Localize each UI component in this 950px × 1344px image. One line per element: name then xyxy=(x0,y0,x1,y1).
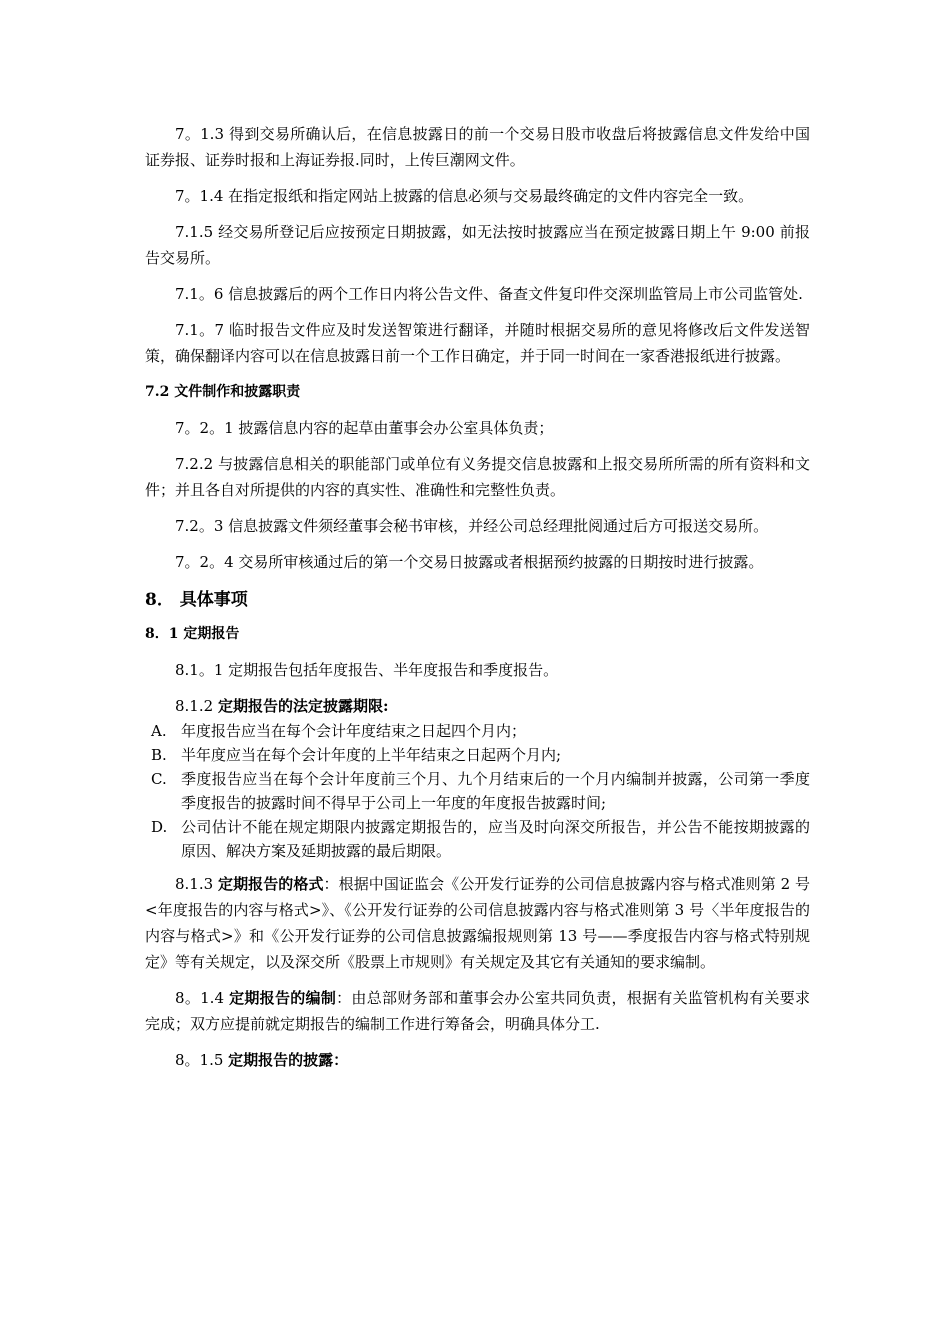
list-item-text: 年度报告应当在每个会计年度结束之日起四个月内； xyxy=(181,722,527,740)
paragraph-7-2-2: 7.2.2 与披露信息相关的职能部门或单位有义务提交信息披露和上报交易所所需的所有资料和文件；并且各自对所提供的内容的真实性、准确性和完整性负责。 xyxy=(145,455,810,499)
list-item xyxy=(145,743,810,767)
clause-number: 8。1.5 xyxy=(175,1051,229,1069)
clause-title: 定期报告的披露： xyxy=(228,1051,349,1069)
list-item-text: 公司估计不能在规定期限内披露定期报告的，应当及时向深交所报告，并公告不能按期披露的原因、解决方案及延期披露的最后期限。 xyxy=(181,818,810,860)
paragraph-7-1-7: 7.1。7 临时报告文件应及时发送智策进行翻译，并随时根据交易所的意见将修改后文件发送智策，确保翻译内容可以在信息披露日前一个工作日确定，并于同一时间在一家香港报纸进行披露。 xyxy=(145,321,810,365)
clause-number: 8.1.2 xyxy=(175,697,218,715)
list-marker: C. xyxy=(151,770,167,788)
paragraph-8-1-4 xyxy=(145,985,810,1037)
list-marker: A. xyxy=(151,722,167,740)
list-item-text: 季度报告应当在每个会计年度前三个月、九个月结束后的一个月内编制并披露，公司第一季度季度报告的披露时间不得早于公司上一年度的年度报告披露时间; xyxy=(181,770,810,812)
paragraph-8-1-3 xyxy=(145,871,810,975)
list-marker: D. xyxy=(151,818,168,836)
clause-title: 定期报告的编制 xyxy=(229,989,337,1007)
clause-number: 8.1.3 xyxy=(175,875,219,893)
list-item-text: 半年度应当在每个会计年度的上半年结束之日起两个月内; xyxy=(181,746,562,764)
clause-text: ：根据中国证监会《公开发行证券的公司信息披露内容与格式准则第 2 号<年度报告的内容与格式>》、《公开发行证券的公司信息披露内容与格式准则第 3 号〈半年度报告的内容与格式>》和《公开发行证券的公司信息披露编报规则第 13 号——季度报告内容与格式特别规定》等有关规定，以及深交所《股票上市规则》有关规定及其它有关通知的要求编制。 xyxy=(145,875,810,971)
paragraph-8-1-5 xyxy=(145,1047,810,1073)
deadline-list xyxy=(145,719,810,863)
list-item xyxy=(145,815,810,863)
clause-title: 定期报告的法定披露期限: xyxy=(217,697,389,715)
paragraph-7-1-5: 7.1.5 经交易所登记后应按预定日期披露，如无法按时披露应当在预定披露日期上午 9:00 前报告交易所。 xyxy=(145,223,810,267)
paragraph-7-2-1: 7。2。1 披露信息内容的起草由董事会办公室具体负责； xyxy=(175,419,554,437)
section-heading-8: 8． 具体事项 xyxy=(145,590,248,610)
section-heading-8-1: 8．1 定期报告 xyxy=(145,626,240,642)
list-marker: B. xyxy=(151,746,167,764)
clause-title: 定期报告的格式 xyxy=(218,875,324,893)
list-item xyxy=(145,719,810,743)
paragraph-7-2-3: 7.2。3 信息披露文件须经董事会秘书审核，并经公司总经理批阅通过后方可报送交易所。 xyxy=(175,517,769,535)
paragraph-7-2-4: 7。2。4 交易所审核通过后的第一个交易日披露或者根据预约披露的日期按时进行披露。 xyxy=(175,553,764,571)
list-item xyxy=(145,767,810,815)
paragraph-8-1-1: 8.1。1 定期报告包括年度报告、半年度报告和季度报告。 xyxy=(175,661,559,679)
paragraph-7-1-6: 7.1。6 信息披露后的两个工作日内将公告文件、备查文件复印件交深圳监管局上市公司监管处. xyxy=(175,285,803,303)
paragraph-7-1-3: 7。1.3 得到交易所确认后，在信息披露日的前一个交易日股市收盘后将披露信息文件发给中国证券报、证券时报和上海证券报.同时，上传巨潮网文件。 xyxy=(145,125,810,169)
paragraph-8-1-2 xyxy=(145,693,810,719)
document-body xyxy=(145,121,810,1083)
section-heading-7-2: 7.2 文件制作和披露职责 xyxy=(145,384,301,400)
paragraph-7-1-4: 7。1.4 在指定报纸和指定网站上披露的信息必须与交易最终确定的文件内容完全一致。 xyxy=(175,187,754,205)
clause-text: ：由总部财务部和董事会办公室共同负责，根据有关监管机构有关要求完成；双方应提前就定期报告的编制工作进行筹备会，明确具体分工. xyxy=(145,989,810,1033)
clause-number: 8。1.4 xyxy=(175,989,230,1007)
